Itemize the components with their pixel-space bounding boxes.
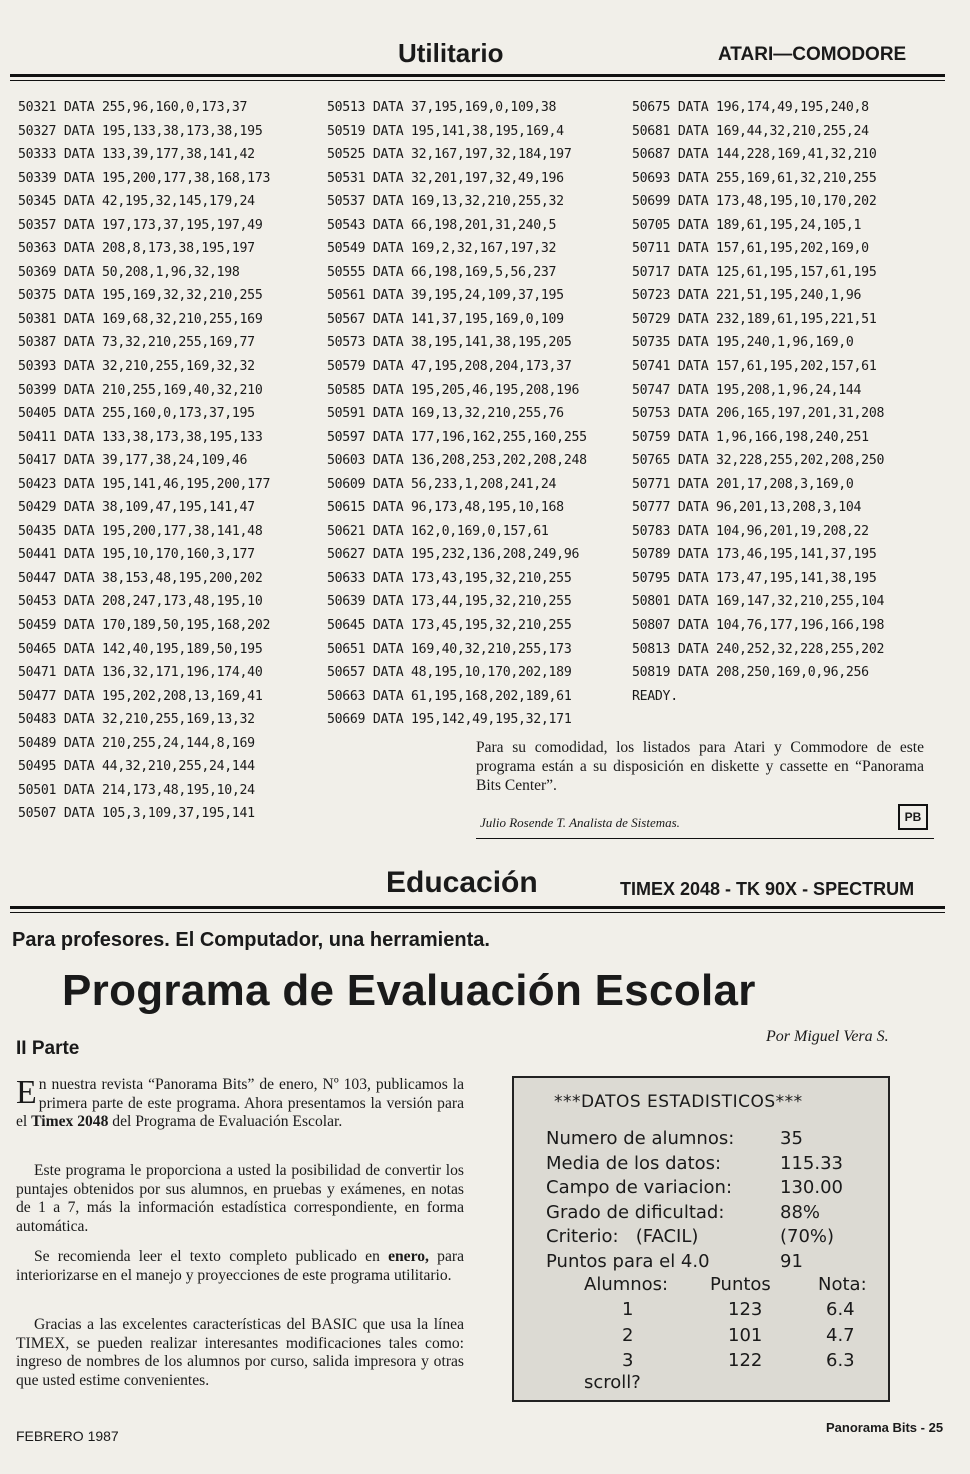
listing-line: 50741 DATA 157,61,195,202,157,61 (632, 359, 877, 375)
listing-line: 50669 DATA 195,142,49,195,32,171 (327, 712, 572, 728)
stat-label: Media de los datos: (546, 1152, 722, 1174)
listing-line: 50555 DATA 66,198,169,5,56,237 (327, 264, 557, 280)
listing-line: 50495 DATA 44,32,210,255,24,144 (18, 759, 255, 775)
listing-line: 50543 DATA 66,198,201,31,240,5 (327, 217, 557, 233)
availability-note: Para su comodidad, los listados para Atari y Commodore de este programa están a su disposición en diskette y cassette en “Panorama Bits Center”. (476, 739, 924, 794)
note-rule (476, 838, 934, 839)
listing-line: 50591 DATA 169,13,32,210,255,76 (327, 406, 564, 422)
listing-line: 50813 DATA 240,252,32,228,255,202 (632, 641, 885, 657)
listing-line: 50663 DATA 61,195,168,202,189,61 (327, 688, 572, 704)
stat-value: 130.00 (780, 1177, 843, 1198)
listing-line: 50729 DATA 232,189,61,195,221,51 (632, 311, 877, 327)
listing-line: 50693 DATA 255,169,61,32,210,255 (632, 170, 877, 186)
paragraph-3 (16, 1248, 464, 1285)
p3-bold: enero, (388, 1248, 429, 1265)
listing-line: 50435 DATA 195,200,177,38,141,48 (18, 523, 263, 539)
drop-cap: E (16, 1074, 37, 1111)
listing-line: 50615 DATA 96,173,48,195,10,168 (327, 500, 564, 516)
listing-line: 50651 DATA 169,40,32,210,255,173 (327, 641, 572, 657)
listing-line: 50711 DATA 157,61,195,202,169,0 (632, 241, 869, 257)
listing-line: 50321 DATA 255,96,160,0,173,37 (18, 100, 248, 115)
listing-line: 50345 DATA 42,195,32,145,179,24 (18, 194, 255, 210)
listing-line: 50573 DATA 38,195,141,38,195,205 (327, 335, 572, 351)
author-top: Julio Rosende T. Analista de Sistemas. (480, 815, 680, 830)
table-cell: 1 (622, 1299, 634, 1320)
stat-value: 115.33 (780, 1152, 843, 1174)
computer-screen (512, 1076, 890, 1402)
listing-line: 50369 DATA 50,208,1,96,32,198 (18, 264, 240, 280)
edu-header-rule-thin (10, 912, 945, 913)
article-part: II Parte (16, 1038, 80, 1059)
listing-line: 50717 DATA 125,61,195,157,61,195 (632, 264, 877, 280)
listing-line: 50795 DATA 173,47,195,141,38,195 (632, 570, 877, 586)
listing-line: 50429 DATA 38,109,47,195,141,47 (18, 500, 255, 516)
listing-line: 50801 DATA 169,147,32,210,255,104 (632, 594, 885, 610)
paragraph-2: Este programa le proporciona a usted la posibilidad de convertir los puntajes obtenidos por sus alumnos, en pruebas y exámenes, en notas de 1 a 7, más la información estadística correspondiente, en forma automática. (16, 1162, 464, 1236)
listing-line: 50537 DATA 169,13,32,210,255,32 (327, 194, 564, 210)
listing-line: 50759 DATA 1,96,166,198,240,251 (632, 429, 869, 445)
listing-column-2 (327, 96, 587, 732)
listing-line: 50567 DATA 141,37,195,169,0,109 (327, 311, 564, 327)
table-cell: 4.7 (826, 1324, 855, 1346)
listing-line: 50819 DATA 208,250,169,0,96,256 (632, 665, 869, 681)
screen-prompt: scroll? (584, 1372, 641, 1393)
listing-line: 50393 DATA 32,210,255,169,32,32 (18, 359, 255, 375)
listing-line: 50525 DATA 32,167,197,32,184,197 (327, 147, 572, 163)
stat-label: Puntos para el 4.0 (546, 1250, 710, 1272)
table-cell: 123 (728, 1299, 763, 1320)
listing-line: 50483 DATA 32,210,255,169,13,32 (18, 712, 255, 728)
listing-line: 50549 DATA 169,2,32,167,197,32 (327, 241, 557, 257)
stat-value: 35 (780, 1128, 803, 1149)
screen-header-puntos: Puntos (710, 1274, 771, 1295)
listing-line: 50765 DATA 32,228,255,202,208,250 (632, 453, 885, 469)
listing-line: 50489 DATA 210,255,24,144,8,169 (18, 735, 255, 751)
header-rule-thin (10, 80, 945, 81)
stat-label: Numero de alumnos: (546, 1128, 735, 1149)
article-kicker: Para profesores. El Computador, una herramienta. (12, 929, 490, 951)
platform-label-timex: TIMEX 2048 - TK 90X - SPECTRUM (620, 879, 915, 899)
listing-line: 50513 DATA 37,195,169,0,109,38 (327, 100, 557, 115)
listing-line: 50363 DATA 208,8,173,38,195,197 (18, 241, 255, 257)
listing-line: 50633 DATA 173,43,195,32,210,255 (327, 570, 572, 586)
listing-line: 50579 DATA 47,195,208,204,173,37 (327, 359, 572, 375)
stat-label: Campo de variacion: (546, 1177, 733, 1198)
listing-line: 50735 DATA 195,240,1,96,169,0 (632, 335, 854, 351)
listing-line: 50459 DATA 170,189,50,195,168,202 (18, 618, 271, 634)
listing-line: 50447 DATA 38,153,48,195,200,202 (18, 570, 263, 586)
listing-line: 50585 DATA 195,205,46,195,208,196 (327, 382, 580, 398)
pb-logo: PB (898, 804, 928, 830)
listing-line: 50477 DATA 195,202,208,13,169,41 (18, 688, 263, 704)
listing-line: 50417 DATA 39,177,38,24,109,46 (18, 453, 248, 469)
p3-text-b: para interiorizarse en el manejo y proyecciones de este programa utilitario. (16, 1248, 464, 1284)
listing-line: 50519 DATA 195,141,38,195,169,4 (327, 123, 564, 139)
paragraph-1 (16, 1076, 464, 1132)
p1-bold: Timex 2048 (31, 1113, 109, 1131)
stat-value: (70%) (780, 1226, 835, 1247)
table-cell: 101 (728, 1324, 763, 1346)
listing-line: 50789 DATA 173,46,195,141,37,195 (632, 547, 877, 563)
listing-line: 50705 DATA 189,61,195,24,105,1 (632, 217, 862, 233)
listing-line: 50357 DATA 197,173,37,195,197,49 (18, 217, 263, 233)
listing-line: 50771 DATA 201,17,208,3,169,0 (632, 476, 854, 492)
listing-line: 50531 DATA 32,201,197,32,49,196 (327, 170, 564, 186)
listing-line: 50375 DATA 195,169,32,32,210,255 (18, 288, 263, 304)
article-byline: Por Miguel Vera S. (766, 1028, 889, 1045)
article-title: Programa de Evaluación Escolar (62, 966, 756, 1015)
listing-line: 50501 DATA 214,173,48,195,10,24 (18, 782, 255, 798)
p1-text-a: n nuestra revista “Panorama Bits” de enero, Nº 103, publicamos la primera parte de este programa. Ahora presentamos la versión para el (16, 1076, 464, 1131)
listing-line: 50399 DATA 210,255,169,40,32,210 (18, 382, 263, 398)
listing-line: 50453 DATA 208,247,173,48,195,10 (18, 594, 263, 610)
table-cell: 3 (622, 1350, 634, 1371)
footer-page: Panorama Bits - 25 (826, 1420, 944, 1435)
table-cell: 2 (622, 1324, 634, 1346)
listing-line: 50645 DATA 173,45,195,32,210,255 (327, 618, 572, 634)
listing-line: 50465 DATA 142,40,195,189,50,195 (18, 641, 263, 657)
listing-line: 50723 DATA 221,51,195,240,1,96 (632, 288, 862, 304)
p3-text-a: Se recomienda leer el texto completo publicado en (34, 1248, 389, 1265)
listing-line: 50807 DATA 104,76,177,196,166,198 (632, 618, 885, 634)
listing-line: 50561 DATA 39,195,24,109,37,195 (327, 288, 564, 304)
listing-line: 50681 DATA 169,44,32,210,255,24 (632, 123, 869, 139)
listing-column-3 (632, 96, 884, 708)
section-title-utilitario: Utilitario (398, 38, 504, 68)
table-cell: 6.3 (826, 1350, 855, 1371)
listing-line: 50441 DATA 195,10,170,160,3,177 (18, 547, 255, 563)
listing-line: 50687 DATA 144,228,169,41,32,210 (632, 147, 877, 163)
listing-line: 50639 DATA 173,44,195,32,210,255 (327, 594, 572, 610)
listing-line: 50405 DATA 255,160,0,173,37,195 (18, 406, 255, 422)
p1-text-b: del Programa de Evaluación Escolar. (108, 1113, 343, 1131)
listing-line: 50333 DATA 133,39,177,38,141,42 (18, 147, 255, 163)
stat-label: Grado de dificultad: (546, 1201, 725, 1223)
stat-value: 91 (780, 1250, 803, 1272)
listing-line: 50597 DATA 177,196,162,255,160,255 (327, 429, 587, 445)
section-title-educacion: Educación (386, 866, 538, 899)
listing-line: 50657 DATA 48,195,10,170,202,189 (327, 665, 572, 681)
listing-line: 50507 DATA 105,3,109,37,195,141 (18, 806, 255, 822)
listing-line: 50423 DATA 195,141,46,195,200,177 (18, 476, 271, 492)
footer-date: FEBRERO 1987 (16, 1428, 119, 1444)
listing-line: 50609 DATA 56,233,1,208,241,24 (327, 476, 557, 492)
stat-label: Criterio: (FACIL) (546, 1226, 699, 1247)
listing-line: 50339 DATA 195,200,177,38,168,173 (18, 170, 271, 186)
stat-value: 88% (780, 1201, 821, 1223)
listing-line: 50621 DATA 162,0,169,0,157,61 (327, 523, 549, 539)
screen-header-alumnos: Alumnos: (584, 1274, 669, 1295)
listing-line: 50603 DATA 136,208,253,202,208,248 (327, 453, 587, 469)
listing-line: 50627 DATA 195,232,136,208,249,96 (327, 547, 580, 563)
listing-line: 50675 DATA 196,174,49,195,240,8 (632, 100, 869, 115)
listing-line: 50777 DATA 96,201,13,208,3,104 (632, 500, 862, 516)
listing-line: 50783 DATA 104,96,201,19,208,22 (632, 523, 869, 539)
screen-title: ***DATOS ESTADISTICOS*** (554, 1092, 803, 1112)
table-cell: 6.4 (826, 1299, 855, 1320)
listing-line: 50753 DATA 206,165,197,201,31,208 (632, 406, 885, 422)
listing-line: 50747 DATA 195,208,1,96,24,144 (632, 382, 862, 398)
listing-line: 50471 DATA 136,32,171,196,174,40 (18, 665, 263, 681)
listing-line: 50327 DATA 195,133,38,173,38,195 (18, 123, 263, 139)
header-rule (10, 74, 945, 77)
screen-header-nota: Nota: (818, 1274, 867, 1295)
listing-line: 50381 DATA 169,68,32,210,255,169 (18, 311, 263, 327)
table-cell: 122 (728, 1350, 763, 1371)
listing-column-1 (18, 96, 270, 826)
listing-line: READY. (632, 688, 678, 704)
listing-line: 50411 DATA 133,38,173,38,195,133 (18, 429, 263, 445)
paragraph-4: Gracias a las excelentes características del BASIC que usa la línea TIMEX, se pueden realizar interesantes modificaciones tales como: ingreso de nombres de los alumnos por curso, salida impresora y otras que usted estime convenientes. (16, 1316, 464, 1390)
platform-label-atari: ATARI—COMODORE (718, 44, 907, 65)
edu-header-rule (10, 906, 945, 909)
listing-line: 50699 DATA 173,48,195,10,170,202 (632, 194, 877, 210)
listing-line: 50387 DATA 73,32,210,255,169,77 (18, 335, 255, 351)
